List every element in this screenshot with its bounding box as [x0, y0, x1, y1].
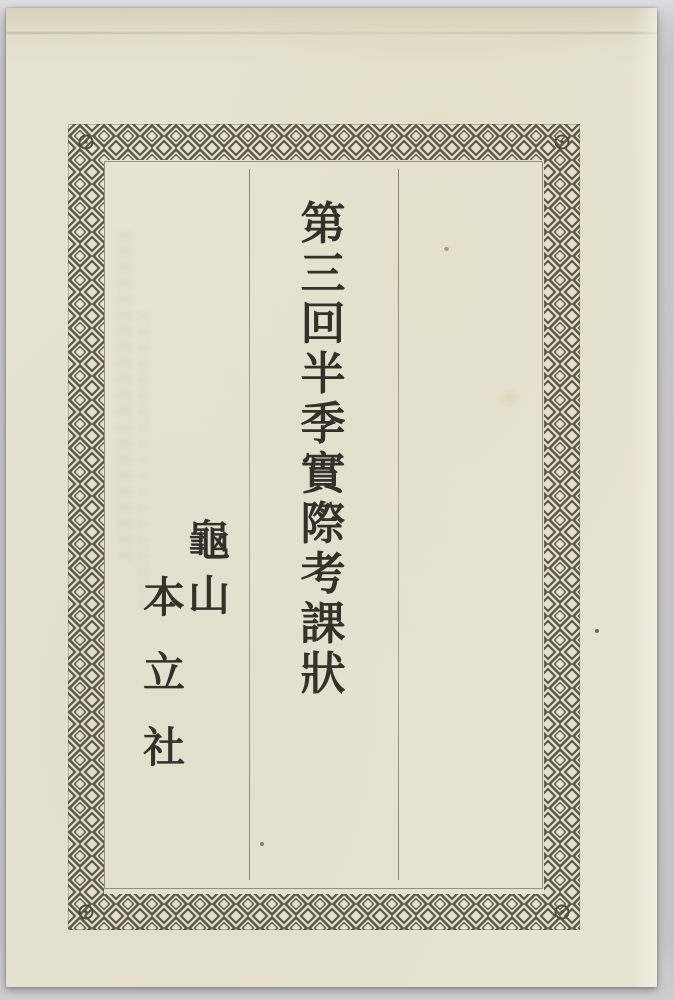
document-page: [6, 8, 657, 987]
glyph: 第: [300, 197, 346, 250]
verso-showthrough-smudge: [137, 312, 149, 612]
inner-panel: [104, 161, 543, 889]
paper-fold-crease: [6, 32, 657, 34]
ink-speck: [260, 842, 264, 846]
glyph: 實: [300, 447, 346, 500]
column-divider-right: [398, 169, 399, 880]
glyph: 狀: [300, 647, 346, 700]
glyph: 本: [142, 573, 185, 622]
glyph: 三: [300, 247, 346, 300]
paper-curvature-highlight: [631, 8, 657, 987]
glyph: 回: [300, 297, 346, 350]
foxing-speck: [595, 629, 599, 633]
verso-showthrough-smudge: [117, 232, 132, 562]
glyph: 半: [300, 347, 346, 400]
cover-title-vertical: [289, 199, 357, 699]
glyph: 考: [300, 547, 346, 600]
imprint-publisher-vertical: [136, 568, 192, 793]
glyph: 立: [142, 648, 185, 697]
glyph: 龜: [187, 516, 230, 565]
glyph: 季: [300, 397, 346, 450]
glyph: 課: [300, 597, 346, 650]
glyph: 社: [142, 723, 185, 772]
glyph: 山: [187, 571, 230, 620]
glyph: 際: [300, 497, 346, 550]
column-divider-left: [249, 169, 250, 880]
